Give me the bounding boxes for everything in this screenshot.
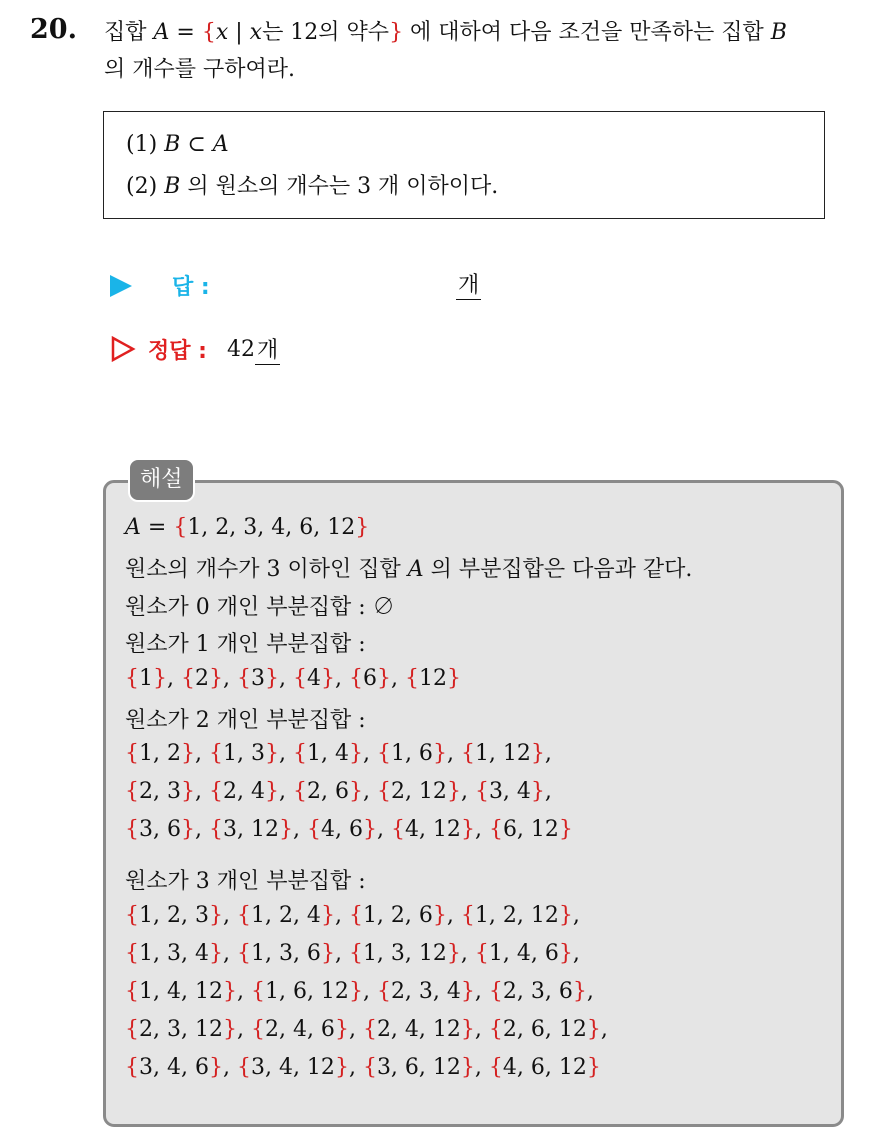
exp-sets-3b: {1, 3, 4}, {1, 3, 6}, {1, 3, 12}, {1, 4, 6}, xyxy=(125,941,580,966)
correct-answer-unit: 개 xyxy=(255,333,280,365)
c1-A: A xyxy=(212,132,229,157)
exp-eq: = xyxy=(140,515,174,540)
subset-item: {1, 2, 6} xyxy=(348,903,447,928)
subset-item: {1, 4, 12} xyxy=(125,979,237,1004)
c1-label: (1) xyxy=(126,132,165,157)
question-line2: 의 개수를 구하여라. xyxy=(104,57,295,82)
subset-item: {2, 12} xyxy=(376,779,461,804)
subset-item: {3, 6, 12} xyxy=(362,1055,475,1080)
exp-sets-2a: {1, 2}, {1, 3}, {1, 4}, {1, 6}, {1, 12}, xyxy=(125,741,552,766)
cond-text: 는 12의 약수 xyxy=(262,20,390,45)
bar: | xyxy=(228,20,250,45)
exp-l2-pre: 원소의 개수가 3 이하인 집합 xyxy=(125,557,408,582)
subset-item: {4, 6} xyxy=(306,817,377,842)
subset-item: {1, 4} xyxy=(292,741,363,766)
subset-item: {1, 2, 4} xyxy=(236,903,335,928)
subset-item: {2, 3, 4} xyxy=(376,979,475,1004)
c1-B: B xyxy=(164,132,181,157)
subset-item: {1, 2, 12} xyxy=(460,903,573,928)
exp-sets-3c: {1, 4, 12}, {1, 6, 12}, {2, 3, 4}, {2, 3, 6}, xyxy=(125,979,594,1004)
play-icon xyxy=(110,275,132,297)
question-text xyxy=(104,14,874,88)
set-B: B xyxy=(770,20,787,45)
subset-item: {1, 3, 12} xyxy=(348,941,461,966)
subset-item: {1, 6, 12} xyxy=(250,979,363,1004)
explanation-tab: 해설 xyxy=(128,458,195,502)
conditions-box xyxy=(103,111,825,219)
c1-subset: ⊂ xyxy=(180,132,213,157)
subset-item: {2, 6} xyxy=(292,779,363,804)
exp-sets-2c: {3, 6}, {3, 12}, {4, 6}, {4, 12}, {6, 12} xyxy=(125,817,573,842)
correct-answer-row xyxy=(110,333,280,365)
exp-sets-1: {1}, {2}, {3}, {4}, {6}, {12} xyxy=(125,666,461,691)
left-brace: { xyxy=(201,20,216,45)
subset-item: {2} xyxy=(181,666,223,691)
subset-item: {3} xyxy=(237,666,279,691)
subset-item: {2, 3} xyxy=(125,779,195,804)
subset-item: {1, 6} xyxy=(376,741,447,766)
exp-line-6: 원소가 2 개인 부분집합 : xyxy=(125,708,366,733)
condition-2 xyxy=(126,169,498,200)
question-number: 20. xyxy=(30,14,77,45)
correct-answer-label: 정답 : xyxy=(148,338,207,364)
subset-item: {3, 4} xyxy=(474,779,545,804)
exp-sets-3a: {1, 2, 3}, {1, 2, 4}, {1, 2, 6}, {1, 2, 12}, xyxy=(125,903,580,928)
exp-sets-3e: {3, 4, 6}, {3, 4, 12}, {3, 6, 12}, {4, 6, 12} xyxy=(125,1055,601,1080)
subset-item: {1, 3} xyxy=(208,741,279,766)
subset-item: {1, 3, 4} xyxy=(125,941,223,966)
outline-play-icon xyxy=(110,336,136,362)
c2-label: (2) xyxy=(126,174,165,199)
subset-item: {3, 4, 6} xyxy=(125,1055,223,1080)
subset-item: {3, 12} xyxy=(208,817,293,842)
set-A: A xyxy=(153,20,170,45)
answer-label: 답 : xyxy=(172,275,210,300)
condition-1 xyxy=(126,132,229,157)
subset-item: {2, 6, 12} xyxy=(488,1017,601,1042)
subset-item: {1, 12} xyxy=(460,741,545,766)
exp-l2-post: 의 부분집합은 다음과 같다. xyxy=(423,557,693,582)
subset-item: {6} xyxy=(349,666,391,691)
subset-item: {2, 3, 12} xyxy=(125,1017,237,1042)
correct-answer-value: 42 xyxy=(226,336,255,362)
equals: = xyxy=(169,20,202,45)
subset-item: {2, 4, 6} xyxy=(250,1017,349,1042)
exp-sets-3d: {2, 3, 12}, {2, 4, 6}, {2, 4, 12}, {2, 6, 12}, xyxy=(125,1017,608,1042)
exp-sets-2b: {2, 3}, {2, 4}, {2, 6}, {2, 12}, {3, 4}, xyxy=(125,779,552,804)
question-prefix: 집합 xyxy=(104,20,154,45)
exp-set-inner: 1, 2, 3, 4, 6, 12 xyxy=(187,515,356,540)
var-x2: x xyxy=(249,20,263,45)
subset-item: {6, 12} xyxy=(488,817,573,842)
subset-item: {4, 12} xyxy=(390,817,475,842)
exp-line-3: 원소가 0 개인 부분집합 : ∅ xyxy=(125,595,395,620)
answer-unit: 개 xyxy=(456,268,481,300)
c2-text: 의 원소의 개수는 3 개 이하이다. xyxy=(180,174,499,199)
exp-l2-A: A xyxy=(407,557,424,582)
subset-item: {3, 4, 12} xyxy=(236,1055,349,1080)
subset-item: {12} xyxy=(405,666,461,691)
answer-field[interactable] xyxy=(456,268,481,300)
subset-item: {2, 4} xyxy=(208,779,279,804)
subset-item: {4} xyxy=(293,666,335,691)
exp-line-2 xyxy=(125,552,692,583)
subset-item: {4, 6, 12} xyxy=(488,1055,601,1080)
answer-row xyxy=(110,270,210,301)
subset-item: {1, 2, 3} xyxy=(125,903,223,928)
exp-line-4: 원소가 1 개인 부분집합 : xyxy=(125,632,366,657)
right-brace: } xyxy=(389,20,404,45)
subset-item: {1} xyxy=(125,666,167,691)
subset-item: {1, 3, 6} xyxy=(236,941,335,966)
var-x: x xyxy=(215,20,229,45)
subset-item: {1, 4, 6} xyxy=(474,941,573,966)
exp-A: A xyxy=(125,515,141,540)
subset-item: {2, 4, 12} xyxy=(362,1017,475,1042)
c2-B: B xyxy=(164,174,181,199)
exp-line-10: 원소가 3 개인 부분집합 : xyxy=(125,869,366,894)
question-suffix: 에 대하여 다음 조건을 만족하는 집합 xyxy=(403,20,771,45)
subset-item: {1, 2} xyxy=(125,741,195,766)
exp-set-definition: A = {1, 2, 3, 4, 6, 12} xyxy=(125,515,370,540)
subset-item: {2, 3, 6} xyxy=(488,979,587,1004)
subset-item: {3, 6} xyxy=(125,817,195,842)
